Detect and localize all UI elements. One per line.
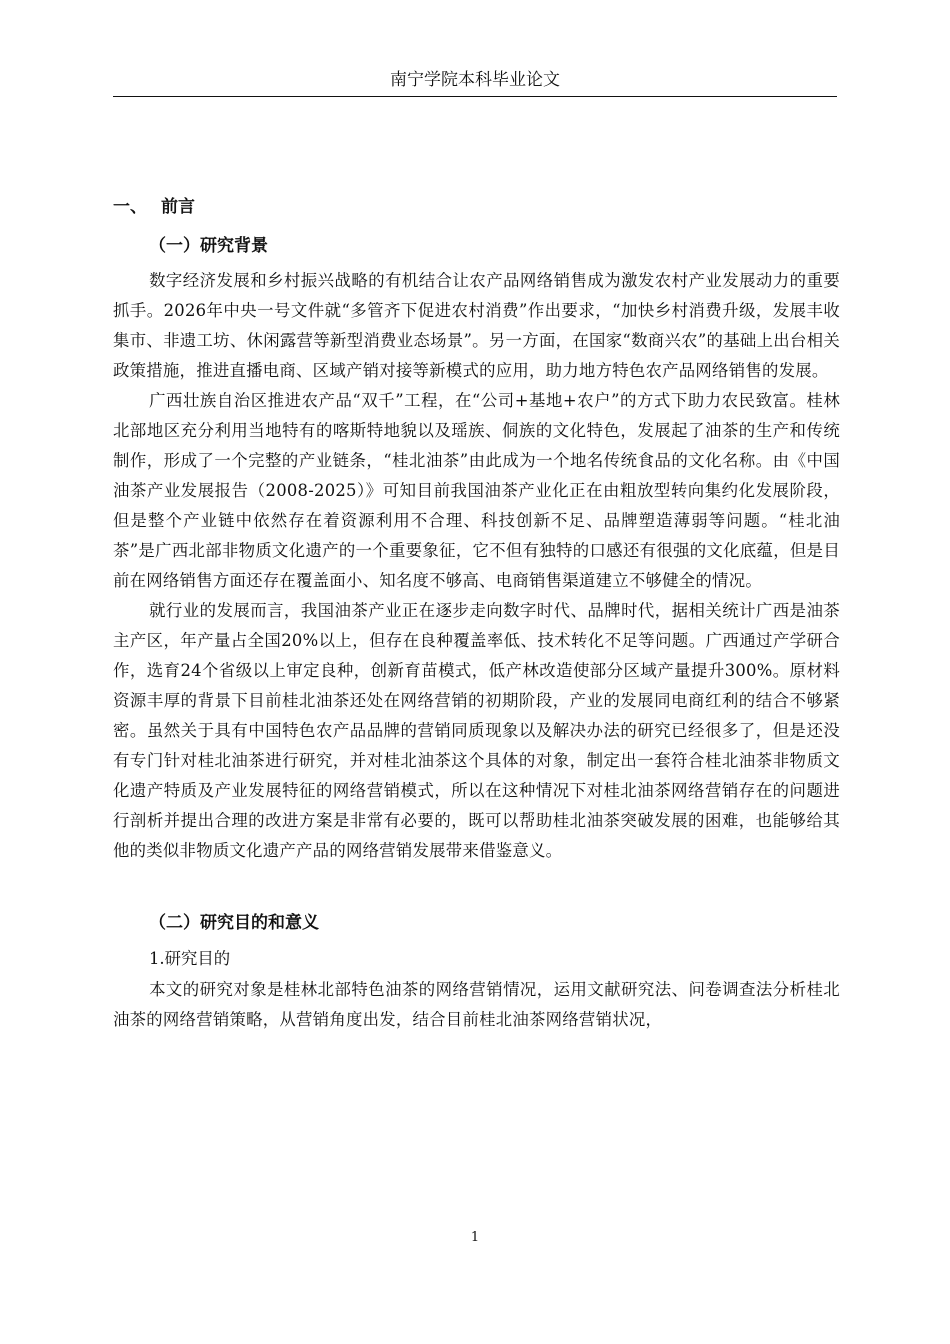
section-title: 前言	[161, 197, 195, 217]
item-heading: 1.研究目的	[149, 949, 231, 968]
paragraph: 广西壮族自治区推进农产品“双千”工程，在“公司+基地+农户”的方式下助力农民致富。桂林北部地区充分利用当地特有的喀斯特地貌以及瑶族、侗族的文化特色，发展起了油茶的生产和传统制作，形成了一个完整的产业链条，“桂北油茶”由此成为一个地名传统食品的文化名称。由《中国油茶产业发展报告（2008-2025）》可知目前我国油茶产业化正在由粗放型转向集约化发展阶段，但是整个产业链中依然存在着资源利用不合理、科技创新不足、品牌塑造薄弱等问题。“桂北油茶”是广西北部非物质文化遗产的一个重要象征，它不但有独特的口感还有很强的文化底蕴，但是目前在网络销售方面还存在覆盖面小、知名度不够高、电商销售渠道建立不够健全的情况。	[113, 391, 840, 590]
paragraph: 就行业的发展而言，我国油茶产业正在逐步走向数字时代、品牌时代，据相关统计广西是油茶主产区，年产量占全国20%以上，但存在良种覆盖率低、技术转化不足等问题。广西通过产学研合作，选育24个省级以上审定良种，创新育苗模式，低产林改造使部分区域产量提升300%。原材料资源丰厚的背景下目前桂北油茶还处在网络营销的初期阶段，产业的发展同电商红利的结合不够紧密。虽然关于具有中国特色农产品品牌的营销同质现象以及解决办法的研究已经很多了，但是还没有专门针对桂北油茶进行研究，并对桂北油茶这个具体的对象，制定出一套符合桂北油茶非物质文化遗产特质及产业发展特征的网络营销模式，所以在这种情况下对桂北油茶网络营销存在的问题进行剖析并提出合理的改进方案是非常有必要的，既可以帮助桂北油茶突破发展的困难，也能够给其他的类似非物质文化遗产产品的网络营销发展带来借鉴意义。	[113, 601, 840, 860]
section-number: 一、	[113, 197, 147, 217]
subsection-heading-purpose: （二）研究目的和意义	[149, 913, 319, 933]
header-rule	[113, 96, 837, 97]
paragraph: 本文的研究对象是桂林北部特色油茶的网络营销情况，运用文献研究法、问卷调查法分析桂北油茶的网络营销策略，从营销角度出发，结合目前桂北油茶网络营销状况，	[113, 980, 840, 1029]
page-number: 1	[470, 1230, 480, 1245]
running-header: 南宁学院本科毕业论文	[390, 70, 560, 90]
page-body	[113, 190, 840, 1035]
paragraph: 数字经济发展和乡村振兴战略的有机结合让农产品网络销售成为激发农村产业发展动力的重要抓手。2026年中央一号文件就“多管齐下促进农村消费”作出要求，“加快乡村消费升级，发展丰收集市、非遗工坊、休闲露营等新型消费业态场景”。另一方面，在国家“数商兴农”的基础上出台相关政策措施，推进直播电商、区域产销对接等新模式的应用，助力地方特色农产品网络销售的发展。	[113, 271, 840, 380]
section-heading	[113, 190, 840, 224]
subsection-heading-background: （一）研究背景	[149, 236, 268, 256]
